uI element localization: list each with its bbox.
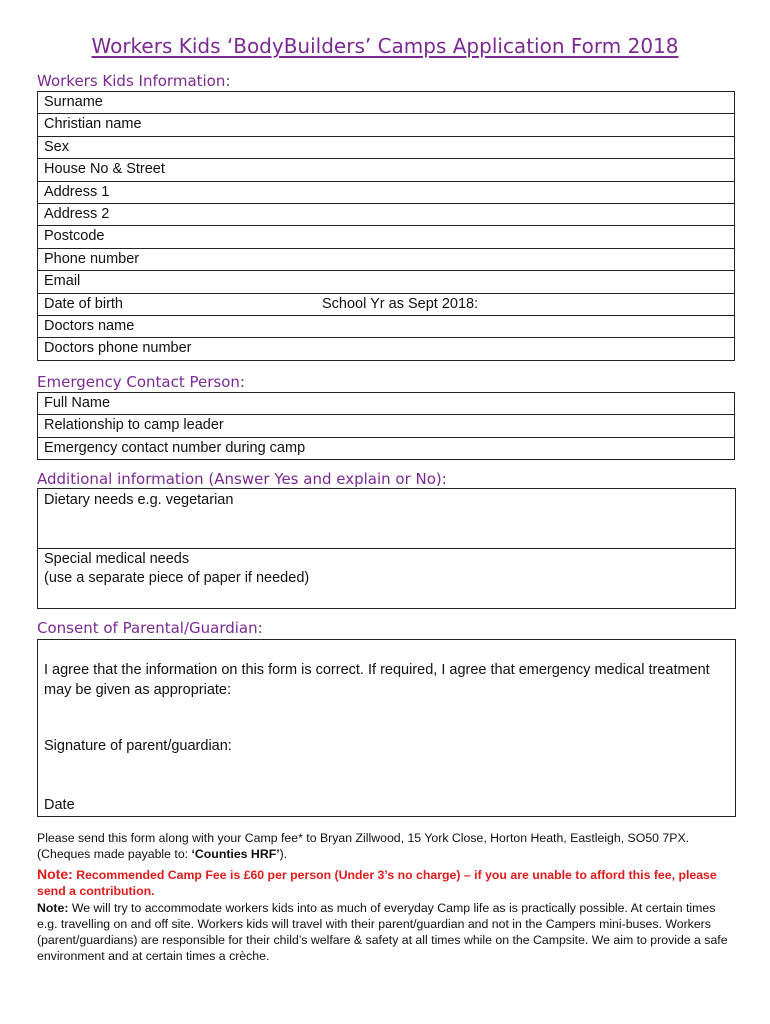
table-row <box>38 338 735 360</box>
consent-agreement: I agree that the information on this form is correct. If required, I agree that emergency medical treatment may be given as appropriate: <box>44 662 710 698</box>
general-note-label: Note: <box>37 901 69 915</box>
cheques-suffix: ). <box>279 847 288 861</box>
table-row <box>38 114 735 136</box>
cheques-prefix: (Cheques made payable to: <box>37 847 192 861</box>
table-row <box>38 271 735 293</box>
fee-note-text: Recommended Camp Fee is £60 per person (Under 3’s no charge) – if you are unable to afford this fee, please send a contribution. <box>37 868 717 898</box>
additional-box <box>37 488 736 609</box>
field-school-year: School Yr as Sept 2018: <box>322 295 479 312</box>
table-row <box>38 393 735 415</box>
field-address-2[interactable]: Address 2 <box>38 203 735 225</box>
table-row <box>38 415 735 437</box>
field-dietary-needs[interactable]: Dietary needs e.g. vegetarian <box>44 492 234 508</box>
emergency-table <box>37 392 735 460</box>
table-row <box>38 136 735 158</box>
fee-note-label: Note: <box>37 866 73 882</box>
kids-info-table <box>37 91 735 361</box>
field-house-street[interactable]: House No & Street <box>38 159 735 181</box>
field-phone[interactable]: Phone number <box>38 248 735 270</box>
table-row <box>38 181 735 203</box>
table-row <box>38 203 735 225</box>
field-signature[interactable]: Signature of parent/guardian: <box>44 738 232 754</box>
field-dob-row[interactable] <box>38 293 735 315</box>
general-note-text: We will try to accommodate workers kids into as much of everyday Camp life as is practically possible. At certain times e.g. travelling on and off site. Workers kids will travel with their parent/guardian and not in the Campers mini-buses. Workers (parent/guardians) are responsible for their child’s welfare & safety at all times while on the Campsite. We aim to provide a safe environment and at certain times a crèche. <box>37 901 728 963</box>
consent-heading: Consent of Parental/Guardian: <box>37 619 263 637</box>
table-row <box>38 92 735 114</box>
field-christian-name[interactable]: Christian name <box>38 114 735 136</box>
table-row <box>38 159 735 181</box>
field-emergency-number[interactable]: Emergency contact number during camp <box>38 437 735 459</box>
form-title: Workers Kids ‘BodyBuilders’ Camps Application Form 2018 <box>91 34 679 58</box>
additional-heading: Additional information (Answer Yes and explain or No): <box>37 470 447 488</box>
field-doctors-name[interactable]: Doctors name <box>38 315 735 337</box>
field-sex[interactable]: Sex <box>38 136 735 158</box>
consent-box <box>37 639 736 817</box>
footer-send-instructions <box>37 830 737 862</box>
field-address-1[interactable]: Address 1 <box>38 181 735 203</box>
table-row <box>38 315 735 337</box>
field-relationship[interactable]: Relationship to camp leader <box>38 415 735 437</box>
table-row <box>38 293 735 315</box>
divider <box>38 548 735 549</box>
general-note <box>37 900 737 964</box>
field-medical-needs[interactable]: Special medical needs <box>44 551 190 567</box>
table-row <box>38 226 735 248</box>
cheques-payee: ‘Counties HRF’ <box>191 847 280 861</box>
kids-info-heading: Workers Kids Information: <box>37 72 231 90</box>
field-postcode[interactable]: Postcode <box>38 226 735 248</box>
table-row <box>38 437 735 459</box>
medical-needs-hint: (use a separate piece of paper if needed) <box>44 570 310 586</box>
table-row <box>38 248 735 270</box>
fee-note <box>37 866 737 899</box>
field-date-of-birth: Date of birth <box>44 295 123 312</box>
field-full-name[interactable]: Full Name <box>38 393 735 415</box>
field-surname[interactable]: Surname <box>38 92 735 114</box>
emergency-heading: Emergency Contact Person: <box>37 373 245 391</box>
field-doctors-phone[interactable]: Doctors phone number <box>38 338 735 360</box>
field-email[interactable]: Email <box>38 271 735 293</box>
field-date[interactable]: Date <box>44 797 75 813</box>
send-line: Please send this form along with your Camp fee* to Bryan Zillwood, 15 York Close, Horton Heath, Eastleigh, SO50 7PX. <box>37 831 690 845</box>
